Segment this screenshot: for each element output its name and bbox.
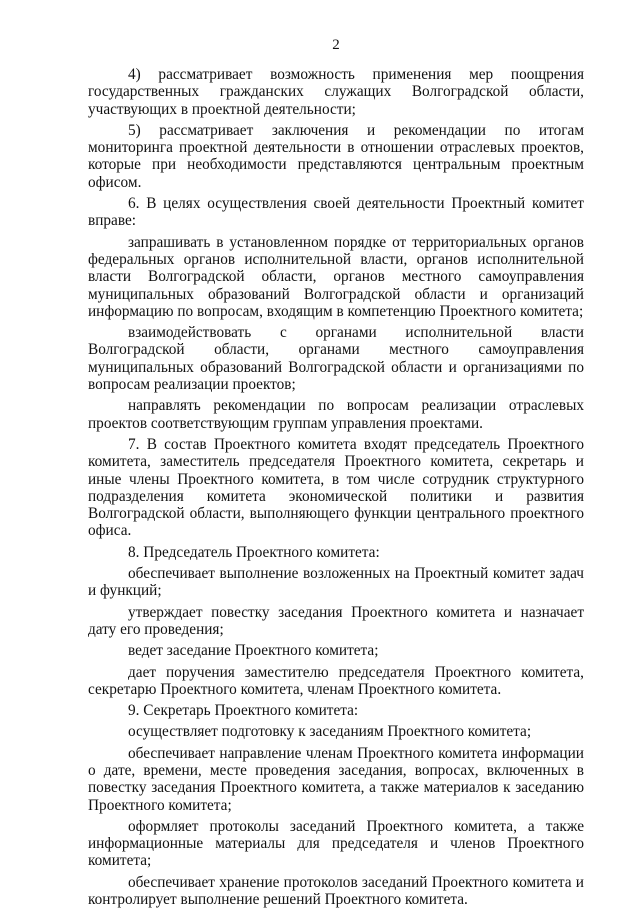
paragraph-item-4: 4) рассматривает возможность применения мер поощрения государственных гражданских служащих Волгоградской области, участвующих в проектной деятельности;: [88, 66, 584, 118]
paragraph-chair-tasks: обеспечивает выполнение возложенных на Проектный комитет задач и функций;: [88, 565, 584, 600]
paragraph-recommendations: направлять рекомендации по вопросам реализации отраслевых проектов соответствующим группам управления проектами.: [88, 397, 584, 432]
paragraph-interact: взаимодействовать с органами исполнительной власти Волгоградской области, органами местного самоуправления муниципальных образований Волгоградской области и организациями по вопросам реализации проектов;: [88, 324, 584, 394]
page-number: 2: [332, 37, 340, 53]
paragraph-request-info: запрашивать в установленном порядке от территориальных органов федеральных органов исполнительной власти, органов исполнительной власти Волгоградской области, органов местного самоуправления муниципальных образований Волгоградской области и организаций информацию по вопросам, входящим в компетенцию Проектного комитета;: [88, 233, 584, 320]
paragraph-secretary-notifies: обеспечивает направление членам Проектного комитета информации о дате, времени, месте проведения заседания, вопросах, включенных в повестку заседания Проектного комитета, а также материалов к заседанию Проектного комитета;: [88, 744, 584, 814]
paragraph-chair-orders: дает поручения заместителю председателя Проектного комитета, секретарю Проектного комитета, членам Проектного комитета.: [88, 663, 584, 698]
paragraph-section-7: 7. В состав Проектного комитета входят председатель Проектного комитета, заместитель председателя Проектного комитета, секретарь и иные члены Проектного комитета, в том числе сотрудник структурного подразделения комитета экономической политики и развития Волгоградской области, выполняющего функции центрального проектного офиса.: [88, 435, 584, 540]
paragraph-section-8: 8. Председатель Проектного комитета:: [128, 543, 380, 561]
paragraph-section-6: 6. В целях осуществления своей деятельности Проектный комитет вправе:: [88, 195, 584, 230]
paragraph-chair-agenda: утверждает повестку заседания Проектного комитета и назначает дату его проведения;: [88, 603, 584, 638]
paragraph-secretary-prepares: осуществляет подготовку к заседаниям Проектного комитета;: [128, 723, 532, 741]
paragraph-section-9: 9. Секретарь Проектного комитета:: [128, 702, 359, 720]
paragraph-secretary-storage: обеспечивает хранение протоколов заседаний Проектного комитета и контролирует выполнение решений Проектного комитета.: [88, 873, 584, 908]
paragraph-chair-conducts: ведет заседание Проектного комитета;: [128, 642, 379, 660]
paragraph-item-5: 5) рассматривает заключения и рекомендации по итогам мониторинга проектной деятельности в отношении отраслевых проектов, которые при необходимости представляются центральным проектным офисом.: [88, 121, 584, 191]
paragraph-secretary-protocols: оформляет протоколы заседаний Проектного комитета, а также информационные материалы для председателя и членов Проектного комитета;: [88, 817, 584, 870]
